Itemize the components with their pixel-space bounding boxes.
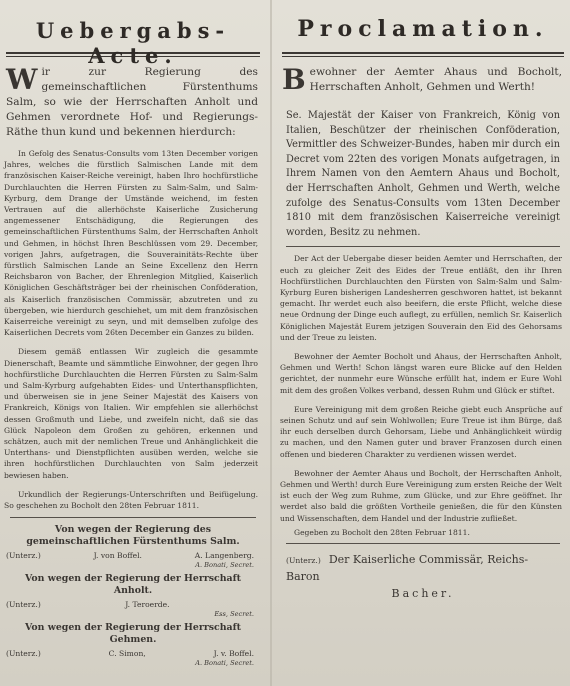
signature-unterz: (Unterz.) [6,600,41,610]
signature-names-anholt [6,600,254,609]
left-dropcap: W [6,63,38,96]
fold-line [270,0,272,686]
left-intro [6,65,258,140]
signature-name: C. Simon, [108,649,146,659]
right-intro [282,65,562,95]
uebergabs-acte-column [0,0,266,671]
signature-name: J. v. Boffel. [213,649,254,659]
right-title: Proclamation. [297,16,549,42]
right-paragraph-5: Bewohner der Aemter Ahaus und Bocholt, der Herrschaften Anholt, Gehmen und Werth! durch Eure Vereinigung zum ersten Reiche der Welt ist euch der Weg zum Ruhme, zum Glücke, und zur Ehre geöffnet. Ihr werdet also bald die größten Vortheile genießen, die für den Künsten und Wissenschaften, dem Handel und der Industrie zufließet. [280,468,562,523]
right-paragraph-4: Eure Vereinigung mit dem großen Reiche giebt euch Ansprüche auf seinen Schutz und auf sein Wohlwollen; Eure Treue ist ihm Bürge, daß ihr euch derselben durch Gehorsam, Liebe und Anhänglichkeit würdig zu machen, und den Namen guter und braver Franzosen durch einen offenen und biederen Charakter zu verdienen wissen werdet. [280,404,562,459]
signature-authority-gehmen: Von wegen der Regierung der Herrschaft Gehmen. [25,622,241,646]
signature-secretary: A. Bonati, Secret. [195,561,254,570]
signature-names-salm [6,551,254,560]
divider [286,543,560,544]
right-date: Gegeben zu Bocholt den 28ten Februar 1811. [294,527,470,537]
left-paragraph-3: Urkundlich der Regierungs-Unterschriften und Beifügelung. So geschehen zu Bocholt den 28ten Februar 1811. [4,489,258,511]
right-paragraph-3: Bewohner der Aemter Bocholt und Ahaus, der Herrschaften Anholt, Gehmen und Werth! Schon längst waren eure Blicke auf den Helden gerichtet, der nunmehr eure Wünsche erfüllt hat, indem er Eure Wohl mit dem des großen Volkes verband, dessen Ruhm und Glück er stiftet. [280,351,562,395]
commissar-name: Bacher. [391,586,455,600]
signature-unterz: (Unterz.) [286,555,321,565]
right-paragraph-2: Der Act der Uebergabe dieser beiden Aemter und Herrschaften, der euch zu gleicher Zeit des Eides der Treue entläßt, den ihr Ihren Hochfürstlichen Durchlauchten den Fürsten von Salm-Salm und Salm-Kyrburg Euren bisherigen Landesherren geschworen hattet, ist bekannt gemacht. Ihr werdet euch also beeifern, die erste Pflicht, welche diese neue Ordnung der Dinge euch auflegt, zu erfüllen, nemlich Sr. Kaiserlich Königlichen Majestät Eurem jetzigen Souverain den Eid des Gehorsams und der Treue zu leisten. [280,254,562,342]
divider [286,246,560,247]
left-title: Uebergabs-Acte. [35,18,231,68]
signature-secretary: Ess, Secret. [214,610,254,619]
proclamation-column [276,0,570,600]
signature-name: J. Teroerde. [125,600,170,610]
right-paragraph-1: Se. Majestät der Kaiser von Frankreich, König von Italien, Beschützer der rheinischen Conföderation, Vermittler des Schweizer-Bundes, haben mir durch ein Decret vom 22ten des vorigen Monats aufgetragen, in Ihrem Namen von den Aemtern Ahaus und Bocholt, der Herrschaften Anholt, Gehmen und Werth, welche zufolge des Senatus-Consults vom 13ten December 1810 mit dem französischen Kaiserreiche vereinigt worden, Besitz zu nehmen. [286,110,560,238]
left-intro-text: ir zur Regierung des gemeinschaftlichen Fürstenthums Salm, so wie der Herrschaften Anholt und Gehmen verordnete Hof- und Regierungs-Räthe thun kund und bekennen hierdurch: [6,66,258,138]
right-title-rule [282,52,564,57]
closing-signature [286,552,560,585]
signature-unterz: (Unterz.) [6,551,41,561]
signature-unterz: (Unterz.) [6,649,41,659]
right-dropcap: B [282,63,306,96]
signature-name: J. von Boffel. [93,551,142,561]
commissar-title: Der Kaiserliche Commissär, Reichs-Baron [286,552,529,583]
left-paragraph-2: Diesem gemäß entlassen Wir zugleich die gesammte Dienerschaft, Beamte und sämmtliche Einwohner, der gegen Ihro hochfürstliche Durchlauchten die Herren Fürsten zu Salm-Salm und Salm-Kyrburg aufgehabten Eides- und Unterthanspflichten, und überweisen sie in jene Seiner Majestät des Kaisers von Frankreich, Königs von Italien. Wir empfehlen sie allerhöchst dessen Großmuth und Liebe, und zweifeln nicht, daß sie das Glück Napoleon dem Großen zu gehören, erkennen und schätzen, auch mit der nemlichen Treue und Anhänglichkeit die Unterthans- und Dienstpflichten ausüben werden, welche sie ihren hochfürstlichen Durchlauchten von Salm jederzeit bewiesen haben. [4,347,258,480]
left-paragraph-1: In Gefolg des Senatus-Consults vom 13ten December vorigen Jahres, welches die fürstlich Salmischen Lande mit dem französischen Kaiser-Reiche vereinigt, haben Ihro hochfürstliche Durchlauchten die Herren Fürsten zu Salm-Salm, und Salm-Kyrburg, dem Drange der Umstände weichend, im festen Vertrauen auf die allerhöchste Kaiserliche Zusicherung angemessener Entschädigung, die Regierungen des gemeinschaftlichen Fürstenthums Salm, der Herrschaften Anholt und Gehmen, in höchst Ihren Beschlüssen vom 29. December, vorigen Jahrs, aufgetragen, die Souverainitäts-Rechte über fürstlich Salmischen Lande an Seine Excellenz den Herrn Reichsbaron von Bacher, der Ehrenlegion Mitglied, Kaiserlich Königlichen Geschäftsträger bei der rheinischen Conföderation, als Kaiserlich französischen Commissär, abzutreten und zu übergeben, wie hierdurch geschiehet, um mit dem französischen Kaiserreiche vereinigt zu seyn, und mit demselben zufolge des Kaiserlichen Decrets vom 26ten December ein Ganzes zu bilden. [4,149,258,338]
signature-secretary: A. Bonati, Secret. [195,659,254,668]
divider [10,517,256,518]
signature-names-gehmen [6,649,254,658]
signature-name: A. Langenberg. [194,551,254,561]
right-intro-text: ewohner der Aemter Ahaus und Bocholt, Herrschaften Anholt, Gehmen und Werth! [309,66,562,93]
signature-authority-anholt: Von wegen der Regierung der Herrschaft Anholt. [25,573,241,597]
signature-authority-salm: Von wegen der Regierung des gemeinschaftlichen Fürstenthums Salm. [26,524,240,548]
